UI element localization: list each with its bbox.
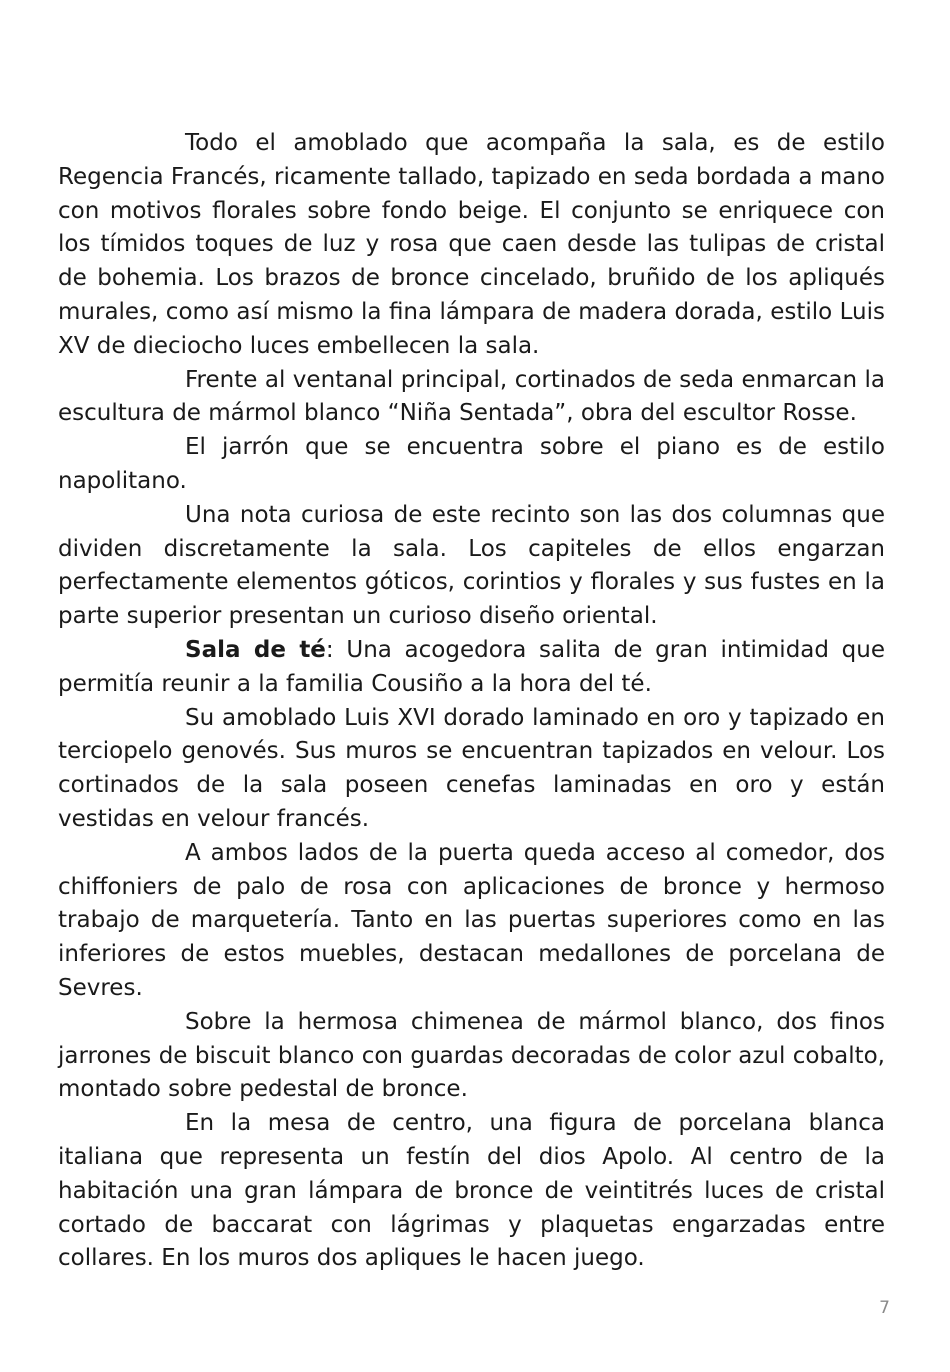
paragraph-text: : Una acogedora salita de gran intimidad que permitía reunir a la familia Cousiño a la hora del té. bbox=[58, 636, 885, 697]
paragraph-text: En la mesa de centro, una figura de porcelana blanca italiana que representa un festín del dios Apolo. Al centro de la habitación una gran lámpara de bronce de veintitrés luces de cristal cortado de baccarat con lágrimas y plaquetas engarzadas entre collares. En los muros dos apliques le hacen juego. bbox=[58, 1110, 885, 1272]
paragraph-text: Una nota curiosa de este recinto son las dos columnas que dividen discretamente la sala. Los capiteles de ellos engarzan perfectamente elementos góticos, corintios y florales y sus fustes en la parte superior presentan un curioso diseño oriental. bbox=[58, 501, 885, 630]
section-heading-tea-room: Sala de té bbox=[185, 636, 326, 663]
paragraph-columns bbox=[58, 499, 885, 634]
paragraph-center-table bbox=[58, 1107, 885, 1276]
paragraph-chiffoniers bbox=[58, 837, 885, 1006]
paragraph-regencia-furniture bbox=[58, 127, 885, 364]
paragraph-text: Todo el amoblado que acompaña la sala, es de estilo Regencia Francés, ricamente tallado, tapizado en seda bordada a mano con motivos florales sobre fondo beige. El conjunto se enriquece con los tímidos toques de luz y rosa que caen desde las tulipas de cristal de bohemia. Los brazos de bronce cincelado, bruñido de los apliqués murales, como así mismo la fina lámpara de madera dorada, estilo Luis XV de dieciocho luces embellecen la sala. bbox=[58, 130, 885, 359]
paragraph-text: Sobre la hermosa chimenea de mármol blanco, dos finos jarrones de biscuit blanco con guardas decoradas de color azul cobalto, montado sobre pedestal de bronce. bbox=[58, 1008, 885, 1103]
paragraph-text: El jarrón que se encuentra sobre el piano es de estilo napolitano. bbox=[58, 434, 885, 494]
paragraph-fireplace bbox=[58, 1006, 885, 1107]
paragraph-main-window bbox=[58, 364, 885, 432]
paragraph-tea-room bbox=[58, 634, 885, 702]
paragraph-text: A ambos lados de la puerta queda acceso al comedor, dos chiffoniers de palo de rosa con aplicaciones de bronce y hermoso trabajo de marquetería. Tanto en las puertas superiores como en las inferiores de estos muebles, destacan medallones de porcelana de Sevres. bbox=[58, 839, 885, 1001]
document-body bbox=[58, 127, 885, 1276]
paragraph-text: Su amoblado Luis XVI dorado laminado en oro y tapizado en terciopelo genovés. Sus muros se encuentran tapizados en velour. Los cortinados de la sala poseen cenefas laminadas en oro y están vestidas en velour francés. bbox=[58, 704, 885, 832]
paragraph-piano-vase bbox=[58, 431, 885, 499]
page-number: 7 bbox=[879, 1298, 890, 1318]
paragraph-text: Frente al ventanal principal, cortinados de seda enmarcan la escultura de mármol blanco “Niña Sentada”, obra del escultor Rosse. bbox=[58, 366, 885, 427]
paragraph-luis-xvi-furniture bbox=[58, 702, 885, 837]
